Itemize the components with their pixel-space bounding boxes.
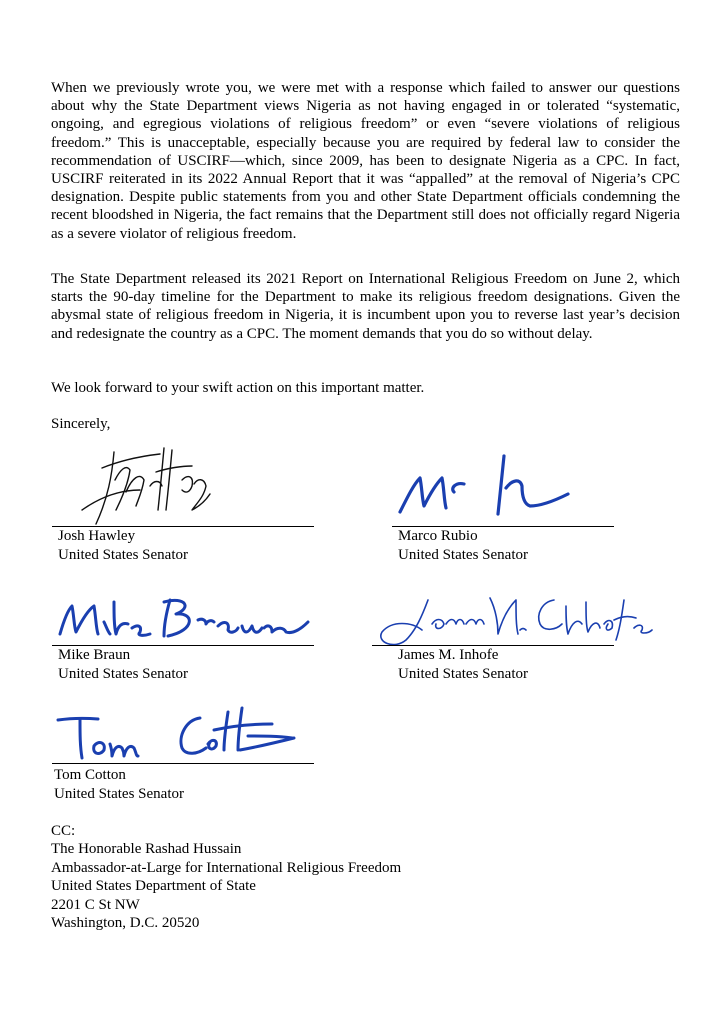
cc-label: CC: [51, 823, 76, 839]
cc-city-address: Washington, D.C. 20520 [51, 915, 200, 931]
cc-recipient-title: Ambassador-at-Large for International Religious Freedom [51, 860, 402, 876]
signature-block-inhofe [372, 590, 654, 690]
signatory-name: Tom Cotton [54, 767, 126, 783]
cc-recipient-name: The Honorable Rashad Hussain [51, 841, 242, 857]
inhofe-signature [372, 590, 654, 646]
cc-department: United States Department of State [51, 878, 256, 894]
signature-block-braun [52, 590, 314, 690]
hawley-signature [52, 440, 314, 530]
signatory-name: James M. Inhofe [398, 647, 499, 663]
signature-block-hawley [52, 440, 314, 565]
signatory-title: United States Senator [58, 666, 188, 682]
body-paragraph-1: When we previously wrote you, we were met with a response which failed to answer our questions about why the State Department views Nigeria as not having engaged in or tolerated “systematic, ongoing, and egregious violations of religious freedom” or even “severe violations of religious freedom.” This is unacceptable, especially because you are required by federal law to consider the recommendation of USCIRF—which, since 2009, has been to designate Nigeria as a CPC. In fact, USCIRF reiterated in its 2022 Annual Report that it was “appalled” at the removal of Nigeria’s CPC designation. Despite public statements from you and other State Department officials condemning the recent bloodshed in Nigeria, the fact remains that the Department still does not officially regard Nigeria as a severe violator of religious freedom. [51, 80, 680, 242]
braun-signature [52, 590, 314, 646]
closing: Sincerely, [51, 416, 111, 432]
signatory-title: United States Senator [54, 786, 184, 802]
cotton-signature [52, 706, 314, 764]
cc-street-address: 2201 C St NW [51, 897, 140, 913]
signatory-name: Marco Rubio [398, 528, 478, 544]
signature-line [52, 763, 314, 764]
signatory-name: Josh Hawley [58, 528, 136, 544]
rubio-signature [392, 440, 614, 530]
signature-block-cotton [52, 706, 314, 806]
signatory-title: United States Senator [398, 547, 528, 563]
signatory-title: United States Senator [398, 666, 528, 682]
body-paragraph-2: The State Department released its 2021 Report on International Religious Freedom on June 2, which starts the 90-day timeline for the Department to make its religious freedom designations. Given the abysmal state of religious freedom in Nigeria, it is incumbent upon you to reverse last year’s decision and redesignate the country as a CPC. The moment demands that you do so without delay. [51, 271, 680, 342]
signatory-name: Mike Braun [58, 647, 131, 663]
signatory-title: United States Senator [58, 547, 188, 563]
body-paragraph-3: We look forward to your swift action on this important matter. [51, 380, 425, 396]
signature-block-rubio [392, 440, 614, 565]
